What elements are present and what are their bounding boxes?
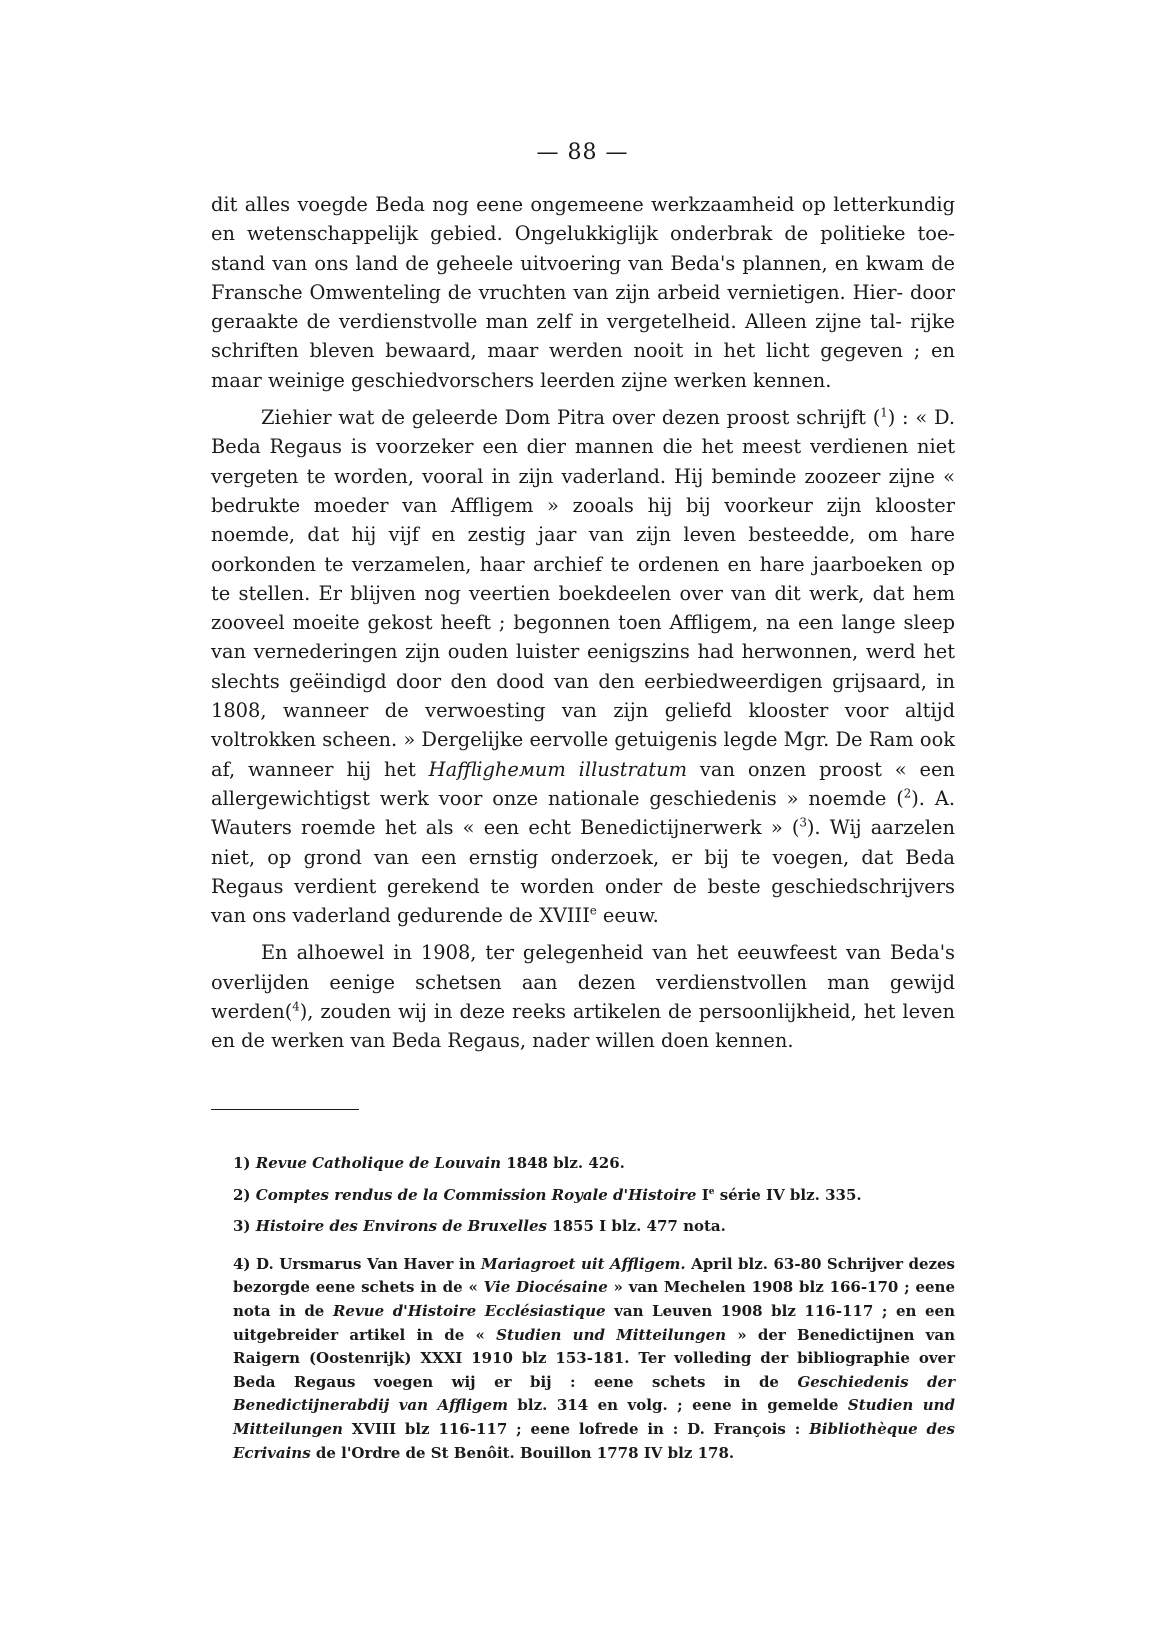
footnote-title: Histoire des Environs de Bruxelles — [255, 1217, 547, 1236]
footnote-title: Studien und Mitteilungen — [233, 1396, 956, 1438]
paragraph-line: stand van ons land de geheele uitvoering van Beda's plannen, en kwam — [211, 251, 925, 275]
page-number: — 88 — — [536, 140, 629, 165]
text-run: eeuw. — [596, 904, 659, 928]
body-text — [211, 190, 955, 1056]
footnote-ref-4: 4 — [292, 999, 300, 1014]
text-run: ). A. Wauters roemde het als « een echt Benedictijnerwerk » ( — [211, 786, 955, 840]
footnote-text: » van Mechelen 1908 blz 166-170 ; eene nota in de — [233, 1278, 955, 1320]
paragraph-3 — [211, 938, 955, 1055]
footnote-1 — [211, 1152, 955, 1176]
text-run: ). Wij aarzelen niet, op grond van een ernstig onderzoek, er bij te voegen, dat Beda Regaus verdient gerekend te worden onder de beste geschiedschrijvers van ons vaderland gedurende de XVIII — [211, 816, 955, 928]
footnote-number: 1) — [233, 1154, 251, 1172]
footnote-ref-3: 3 — [799, 815, 807, 830]
footnote-text: D. Ursmarus Van Haver in — [250, 1254, 481, 1273]
footnote-number: 3) — [233, 1217, 251, 1236]
book-title: Haffligheмum illustratum — [428, 757, 688, 781]
superscript-e: e — [708, 1186, 715, 1197]
footnote-title: Bibliothèque des Ecrivains — [233, 1419, 955, 1462]
superscript-e: e — [589, 903, 597, 918]
paragraph-line: en maar weinige geschiedvorschers leerden zijne werken kennen. — [211, 339, 956, 392]
paragraph-line: dit alles voegde Beda nog eene ongemeene werkzaamheid op letterkundig — [211, 193, 955, 216]
footnote-4 — [211, 1253, 955, 1465]
footnote-divider — [211, 1109, 359, 1110]
footnote-title: Revue Catholique de Louvain — [255, 1154, 501, 1172]
paragraph-line: rijke schriften bleven bewaard, maar werden nooit in het licht gegeven ; — [211, 310, 955, 363]
paragraph-line: door geraakte de verdienstvolle man zelf in vergetelheid. Alleen zijne tal- — [211, 280, 955, 334]
text-run: En alhoewel in 1908, ter gelegenheid van het eeuwfeest van Beda's overlijden eenige schetsen aan dezen verdienstvollen man gewijd werden( — [211, 941, 955, 1024]
footnote-text: 1848 blz. 426. — [500, 1154, 625, 1172]
paragraph-line: de Fransche Omwenteling de vruchten van zijn arbeid vernietigen. Hier- — [211, 251, 955, 304]
footnote-text: série IV blz. 335. — [714, 1185, 862, 1204]
footnote-text: van Leuven 1908 blz 116-117 ; en een uitgebreider artikel in de « — [233, 1301, 955, 1344]
text-run: ) : « D. Beda Regaus is voorzeker een dier mannen die het meest verdienen niet vergeten te worden, vooral in zijn vaderland. Hij beminde zoozeer zijne « bedrukte moeder van Affligem » zooals hij bij voorkeur zijn klooster noemde, dat hij vijf en zestig jaar van zijn leven besteedde, om hare oorkonden te verzamelen, haar archief te ordenen en hare jaarboeken op te stellen. Er blijven nog veertien boekdeelen over van dit werk, dat hem zooveel moeite gekost heeft ; begonnen toen Affligem, na een lange sleep van vernederingen zijn ouden luister eenigszins had herwonnen, werd het slechts geëindigd door den dood van den eerbiedweerdigen grijsaard, in 1808, wanneer de verwoesting van zijn geliefd klooster voor altijd voltrokken scheen. » Dergelijke eervolle getuigenis legde Mgr. De Ram ook af, wanneer hij het — [211, 406, 955, 781]
footnote-text: blz. 314 en volg. ; eene in gemelde — [507, 1396, 848, 1415]
footnote-text: de l'Ordre de St Benôit. Bouillon 1778 IV blz 178. — [310, 1443, 735, 1462]
paragraph-2 — [211, 403, 955, 930]
footnote-text: XVIII blz 116-117 ; eene lofrede in : D. François : — [342, 1419, 810, 1438]
footnote-title: Studien und Mitteilungen — [496, 1325, 727, 1344]
footnote-number: 4) — [233, 1254, 251, 1273]
footnotes — [211, 1152, 955, 1465]
footnote-title: Comptes rendus de la Commission Royale d'Histoire — [255, 1185, 697, 1204]
footnote-ref-1: 1 — [880, 405, 888, 420]
text-run: Ziehier wat de geleerde Dom Pitra over dezen proost schrijft ( — [261, 406, 881, 430]
footnote-title: Geschiedenis der Benedictijnerabdij van Affligem — [233, 1372, 955, 1415]
paragraph-1 — [211, 190, 955, 395]
footnote-2 — [211, 1184, 955, 1208]
footnote-title: Vie Diocésaine — [483, 1278, 608, 1297]
footnote-text: April blz. 63-80 Schrijver dezes bezorgde eene schets in de « — [233, 1254, 955, 1297]
text-run: van onzen proost « een allergewichtigst werk voor onze nationale geschiedenis » noemde ( — [211, 757, 955, 810]
footnote-title: Revue d'Histoire Ecclésiastique — [332, 1301, 606, 1320]
footnote-ref-2: 2 — [903, 786, 912, 801]
footnote-number: 2) — [233, 1185, 251, 1204]
footnote-title: Mariagroet uit Affligem. — [480, 1254, 686, 1273]
footnote-text: I — [696, 1185, 709, 1204]
text-run: ), zouden wij in deze reeks artikelen de persoonlijkheid, het leven en de werken van Beda Regaus, nader willen doen kennen. — [211, 1000, 955, 1053]
footnote-text: » der Benedictijnen van Raigern (Oostenrijk) XXXI 1910 blz 153-181. Ter volleding der bibliographie over Beda Regaus voegen wij er bij : eene schets in de — [233, 1325, 955, 1391]
paragraph-line: en wetenschappelijk gebied. Ongelukkiglijk onderbrak de politieke toe- — [211, 222, 955, 246]
footnote-text: 1855 I blz. 477 nota. — [546, 1217, 726, 1236]
footnote-3 — [211, 1215, 955, 1239]
